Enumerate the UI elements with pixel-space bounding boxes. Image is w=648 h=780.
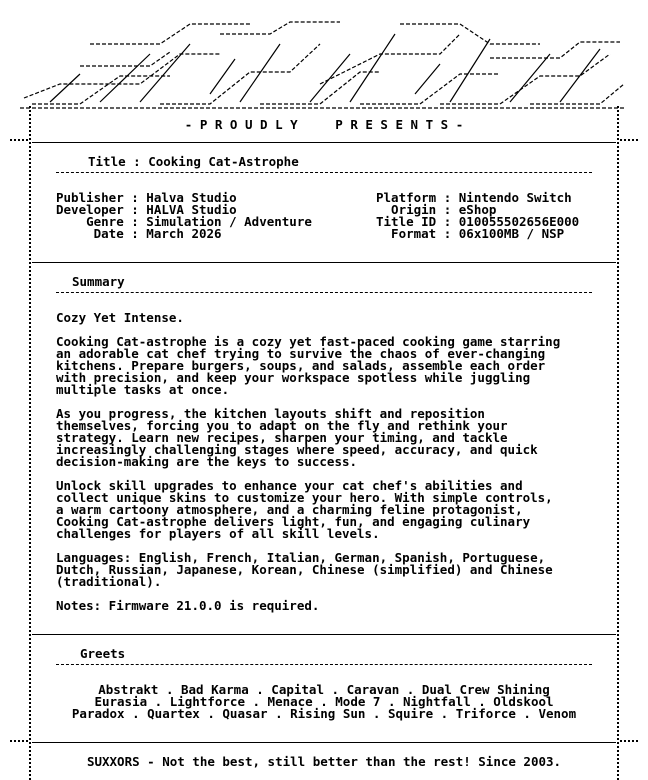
proudly-presents-text: - P R O U D L Y P R E S E N T S - [184,117,464,132]
summary-paragraph-3: Unlock skill upgrades to enhance your cat chef's abilities and collect unique skins to customize your hero. With simple controls, a warm cartoony atmosphere, and a charming feline protagonist, Cooking Cat-astrophe delivers light, fun, and engaging culinary challenges for players of all skill levels. [56,478,553,541]
greets-heading: Greets [80,646,126,661]
info-developer: Developer : HALVA Studio [56,202,237,217]
section-divider [32,742,616,743]
info-title-id: Title ID : 010055502656E000 [376,214,580,229]
section-divider [32,142,616,143]
summary-heading: Summary [72,274,125,289]
greets-line: Abstrakt . Bad Karma . Capital . Caravan . Dual Crew Shining [98,682,550,697]
frame-corner-dots [10,139,28,141]
section-divider [32,262,616,263]
greets-line: Paradox . Quartex . Quasar . Rising Sun . Squire . Triforce . Venom [71,706,577,721]
frame-corner-dots [620,740,638,742]
frame-right-border [617,106,619,780]
summary-paragraph-2: As you progress, the kitchen layouts shift and reposition themselves, forcing you to adapt on the fly and rethink your strategy. Learn new recipes, sharpen your timing, and tackle increasingly challenging stages where speed, accuracy, and quick decision-making are the keys to success. [56,406,538,469]
greets-line: Eurasia . Lightforce . Menace . Mode 7 . Nightfall . Oldskool [94,694,554,709]
summary-languages: Languages: English, French, Italian, German, Spanish, Portuguese, Dutch, Russian, Japanese, Korean, Chinese (simplified) and Chinese (traditional). [56,550,553,589]
info-genre: Genre : Simulation / Adventure [56,214,312,229]
frame-corner-dots [620,139,638,141]
title-line: Title : Cooking Cat-Astrophe [88,154,299,169]
footer-tagline: SUXXORS - Not the best, still better than the rest! Since 2003. [86,754,562,769]
dashed-rule [56,664,592,665]
frame-corner-dots [10,740,28,742]
info-origin: Origin : eShop [376,202,497,217]
info-publisher: Publisher : Halva Studio [56,190,237,205]
info-date: Date : March 2026 [56,226,222,241]
summary-tagline: Cozy Yet Intense. [56,310,184,325]
info-format: Format : 06x100MB / NSP [376,226,565,241]
dashed-rule [56,172,592,173]
group-logo-ascii-art [20,14,628,112]
frame-left-border [29,106,31,780]
dashed-rule [56,292,592,293]
summary-notes: Notes: Firmware 21.0.0 is required. [56,598,320,613]
info-platform: Platform : Nintendo Switch [376,190,572,205]
section-divider [32,634,616,635]
summary-paragraph-1: Cooking Cat-astrophe is a cozy yet fast-paced cooking game starring an adorable cat chef trying to survive the chaos of ever-changing kitchens. Prepare burgers, soups, and salads, assemble each order with precision, and keep your workspace spotless while juggling multiple tasks at once. [56,334,561,397]
